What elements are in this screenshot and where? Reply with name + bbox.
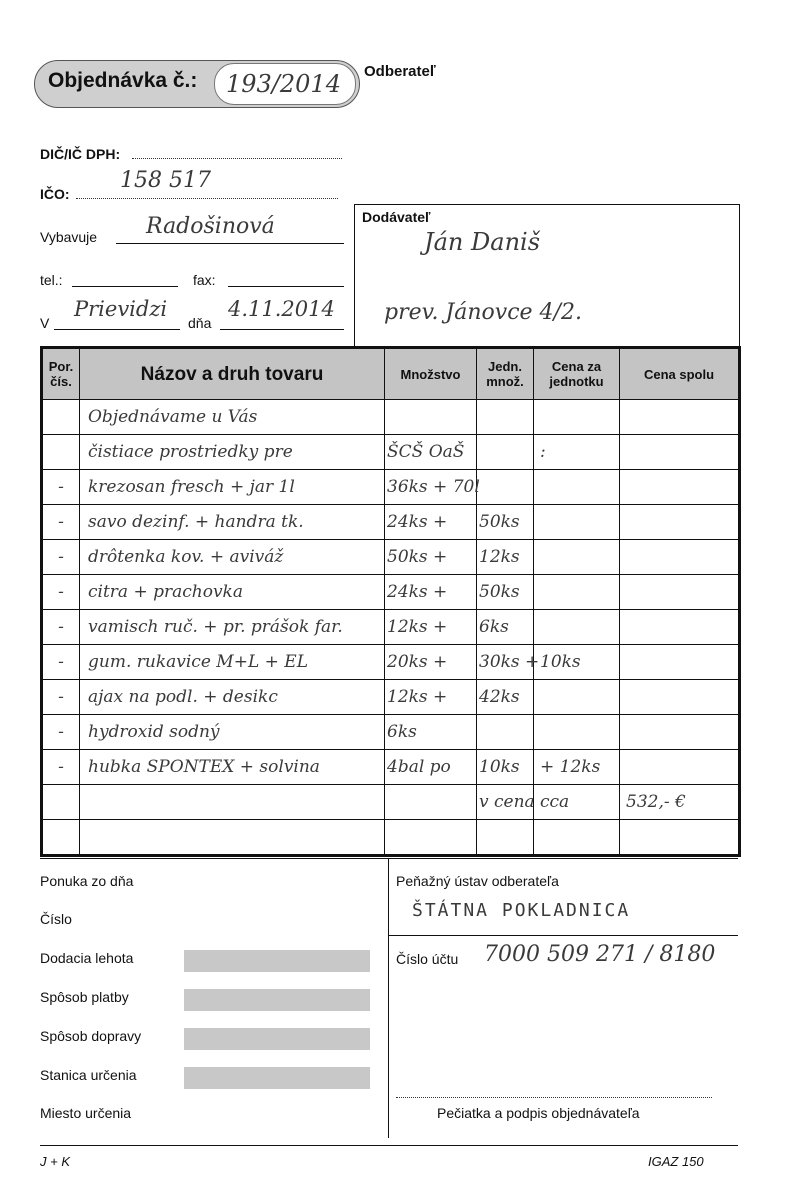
item-unit: 42ks xyxy=(477,680,534,715)
item-unit-price xyxy=(534,575,620,610)
item-total xyxy=(620,610,740,645)
supplier-name: Ján Daniš xyxy=(424,228,541,256)
item-quantity: 6ks xyxy=(385,715,477,750)
item-quantity: ŠCŠ OaŠ xyxy=(385,435,477,470)
supplier-box xyxy=(354,204,740,348)
item-name: Objednávame u Vás xyxy=(80,400,385,435)
item-unit-price xyxy=(534,610,620,645)
row-number: - xyxy=(42,505,80,540)
supplier-address: prev. Jánovce 4/2. xyxy=(384,300,582,325)
item-unit xyxy=(477,715,534,750)
place-field xyxy=(54,329,180,330)
table-row xyxy=(42,470,740,505)
item-total xyxy=(620,540,740,575)
item-total xyxy=(620,470,740,505)
bank-line xyxy=(388,935,738,936)
ico-value: 158 517 xyxy=(120,168,211,193)
item-quantity: 12ks + xyxy=(385,680,477,715)
table-row xyxy=(42,680,740,715)
item-quantity xyxy=(385,400,477,435)
item-name xyxy=(80,820,385,856)
order-number-label: Objednávka č.: xyxy=(48,69,198,92)
col-header-name: Názov a druh tovaru xyxy=(80,348,385,400)
tel-field xyxy=(72,286,178,287)
item-name: ajax na podl. + desikc xyxy=(80,680,385,715)
item-quantity: 4bal po xyxy=(385,750,477,785)
item-unit-price xyxy=(534,540,620,575)
item-unit: 10ks xyxy=(477,750,534,785)
table-header-row xyxy=(42,348,740,400)
item-name: krezosan fresch + jar 1l xyxy=(80,470,385,505)
row-number xyxy=(42,820,80,856)
item-name: gum. rukavice M+L + EL xyxy=(80,645,385,680)
item-total xyxy=(620,575,740,610)
item-quantity: 24ks + xyxy=(385,575,477,610)
row-number: - xyxy=(42,645,80,680)
item-total xyxy=(620,645,740,680)
item-name: citra + prachovka xyxy=(80,575,385,610)
footer-divider xyxy=(388,858,389,1138)
bottom-left-code: J + K xyxy=(40,1154,70,1169)
item-name: drôtenka kov. + aviváž xyxy=(80,540,385,575)
item-total xyxy=(620,715,740,750)
item-unit-price xyxy=(534,400,620,435)
account-value: 7000 509 271 / 8180 xyxy=(484,942,716,967)
item-unit: 50ks xyxy=(477,575,534,610)
col-header-total: Cena spolu xyxy=(620,348,740,400)
item-unit: 12ks xyxy=(477,540,534,575)
item-quantity xyxy=(385,820,477,856)
account-label: Číslo účtu xyxy=(396,951,459,967)
table-row xyxy=(42,750,740,785)
item-quantity: 12ks + xyxy=(385,610,477,645)
item-name: hubka SPONTEX + solvina xyxy=(80,750,385,785)
date-label: dňa xyxy=(188,315,212,331)
item-total xyxy=(620,750,740,785)
item-total xyxy=(620,505,740,540)
table-row xyxy=(42,610,740,645)
row-number: - xyxy=(42,540,80,575)
handler-value: Radošinová xyxy=(146,214,275,239)
item-unit-price: : xyxy=(534,435,620,470)
item-unit xyxy=(477,400,534,435)
item-name: vamisch ruč. + pr. prášok far. xyxy=(80,610,385,645)
fax-label: fax: xyxy=(193,272,216,288)
payment-field xyxy=(184,989,370,1011)
bank-value: ŠTÁTNA POKLADNICA xyxy=(412,900,631,921)
item-unit: 50ks xyxy=(477,505,534,540)
col-header-quantity: Množstvo xyxy=(385,348,477,400)
table-row xyxy=(42,505,740,540)
place-value: Prievidzi xyxy=(74,297,168,321)
order-items-table xyxy=(40,346,741,857)
item-quantity xyxy=(385,785,477,820)
item-unit-price xyxy=(534,680,620,715)
item-unit-price: + 12ks xyxy=(534,750,620,785)
item-quantity: 24ks + xyxy=(385,505,477,540)
item-total xyxy=(620,435,740,470)
date-field xyxy=(220,329,344,330)
bank-label: Peňažný ústav odberateľa xyxy=(396,873,559,889)
table-row xyxy=(42,540,740,575)
item-unit-price: 10ks xyxy=(534,645,620,680)
signature-line xyxy=(396,1097,712,1098)
item-total xyxy=(620,400,740,435)
table-row xyxy=(42,820,740,856)
table-row xyxy=(42,715,740,750)
item-total xyxy=(620,680,740,715)
row-number xyxy=(42,435,80,470)
dic-field xyxy=(132,158,342,159)
item-unit: 6ks xyxy=(477,610,534,645)
offer-date-label: Ponuka zo dňa xyxy=(40,873,134,889)
footer-separator xyxy=(40,858,738,859)
row-number: - xyxy=(42,610,80,645)
table-row xyxy=(42,645,740,680)
item-unit xyxy=(477,435,534,470)
item-unit-price xyxy=(534,820,620,856)
handler-label: Vybavuje xyxy=(40,229,98,245)
place-label: V xyxy=(40,315,50,331)
item-unit-price: cca xyxy=(534,785,620,820)
table-row xyxy=(42,575,740,610)
item-name xyxy=(80,785,385,820)
item-total: 532,- € xyxy=(620,785,740,820)
item-unit xyxy=(477,820,534,856)
station-label: Stanica určenia xyxy=(40,1067,137,1083)
row-number xyxy=(42,785,80,820)
fax-field xyxy=(228,286,344,287)
delivery-label: Dodacia lehota xyxy=(40,950,134,966)
bottom-rule xyxy=(40,1145,738,1146)
date-value: 4.11.2014 xyxy=(228,297,335,321)
handler-field xyxy=(116,243,344,244)
delivery-field xyxy=(184,950,370,972)
payment-label: Spôsob platby xyxy=(40,989,129,1005)
customer-label: Odberateľ xyxy=(364,63,436,80)
row-number: - xyxy=(42,680,80,715)
transport-field xyxy=(184,1028,370,1050)
row-number: - xyxy=(42,575,80,610)
col-header-number: Por. čís. xyxy=(42,348,80,400)
item-unit: v cena xyxy=(477,785,534,820)
item-name: hydroxid sodný xyxy=(80,715,385,750)
item-name: savo dezinf. + handra tk. xyxy=(80,505,385,540)
ico-field xyxy=(76,198,338,199)
table-row xyxy=(42,785,740,820)
item-name: čistiace prostriedky pre xyxy=(80,435,385,470)
row-number xyxy=(42,400,80,435)
row-number: - xyxy=(42,750,80,785)
destination-label: Miesto určenia xyxy=(40,1105,132,1121)
table-row xyxy=(42,400,740,435)
col-header-unit: Jedn. množ. xyxy=(477,348,534,400)
dic-label: DIČ/IČ DPH: xyxy=(40,146,121,162)
item-quantity: 50ks + xyxy=(385,540,477,575)
item-unit xyxy=(477,470,534,505)
table-row xyxy=(42,435,740,470)
order-number-value: 193/2014 xyxy=(226,70,341,98)
transport-label: Spôsob dopravy xyxy=(40,1028,142,1044)
supplier-label: Dodávateľ xyxy=(362,209,431,225)
ico-label: IČO: xyxy=(40,186,70,202)
row-number: - xyxy=(42,470,80,505)
item-quantity: 36ks + 70l xyxy=(385,470,477,505)
tel-label: tel.: xyxy=(40,272,63,288)
item-unit-price xyxy=(534,470,620,505)
item-unit: 30ks + xyxy=(477,645,534,680)
col-header-unit-price: Cena za jednotku xyxy=(534,348,620,400)
signature-label: Pečiatka a podpis objednávateľa xyxy=(437,1105,640,1121)
form-code: IGAZ 150 xyxy=(648,1154,704,1169)
number-label: Číslo xyxy=(40,911,72,927)
item-quantity: 20ks + xyxy=(385,645,477,680)
item-unit-price xyxy=(534,505,620,540)
item-total xyxy=(620,820,740,856)
row-number: - xyxy=(42,715,80,750)
station-field xyxy=(184,1067,370,1089)
item-unit-price xyxy=(534,715,620,750)
